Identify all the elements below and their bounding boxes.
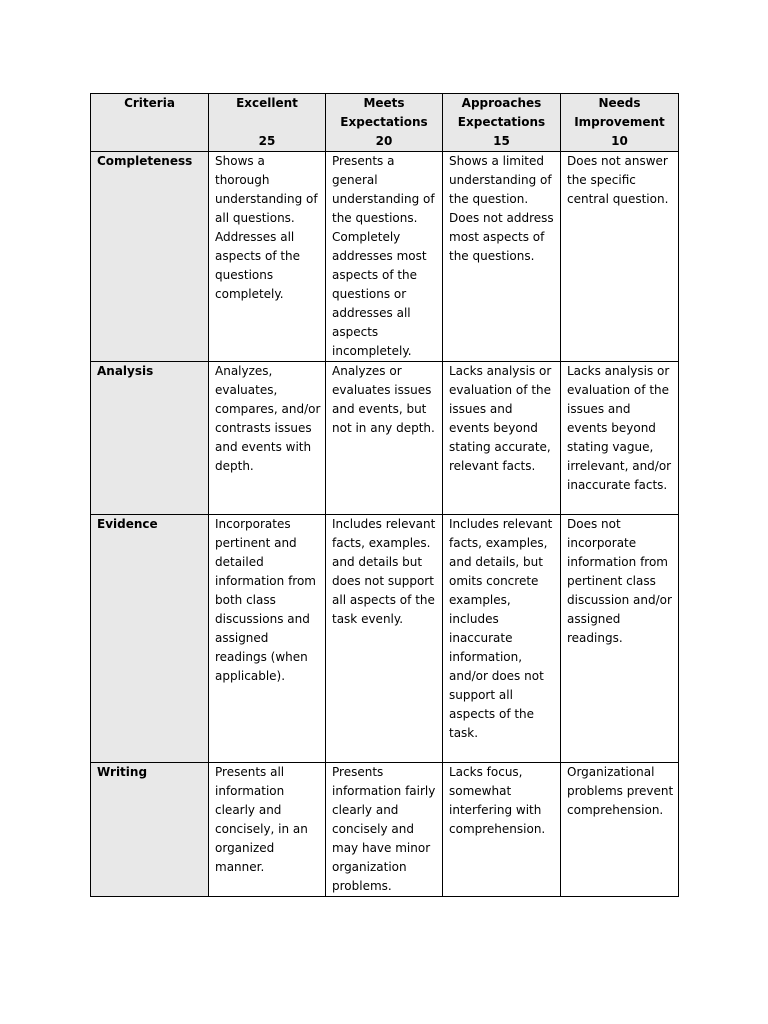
criterion-writing: Writing [91,763,209,897]
writing-excellent-cell: Presents all information clearly and concisely, in an organized manner. [209,763,326,897]
header-approaches-expectations [443,94,561,152]
header-needs-improvement [561,94,679,152]
header-meets-expectations-label: Meets Expectations [340,96,428,129]
table-row [91,152,679,362]
analysis-excellent-cell: Analyzes, evaluates, compares, and/or contrasts issues and events with depth. [209,362,326,515]
completeness-approaches-cell: Shows a limited understanding of the question. Does not address most aspects of the questions. [443,152,561,362]
rubric-table [90,93,679,897]
header-excellent-score: 25 [258,134,276,148]
completeness-excellent-cell: Shows a thorough understanding of all questions. Addresses all aspects of the questions completely. [209,152,326,362]
analysis-needs-cell: Lacks analysis or evaluation of the issues and events beyond stating vague, irrelevant, and/or inaccurate facts. [561,362,679,515]
rubric-header-row [91,94,679,152]
header-excellent-label: Excellent [236,96,298,110]
table-row [91,362,679,515]
header-needs-improvement-label: Needs Improvement [574,96,665,129]
criterion-analysis: Analysis [91,362,209,515]
analysis-meets-cell: Analyzes or evaluates issues and events, but not in any depth. [326,362,443,515]
header-approaches-expectations-label: Approaches Expectations [457,96,546,129]
table-row [91,763,679,897]
writing-approaches-cell: Lacks focus, somewhat interfering with comprehension. [443,763,561,897]
header-excellent [209,94,326,152]
evidence-excellent-cell: Incorporates pertinent and detailed information from both class discussions and assigned readings (when applicable). [209,515,326,763]
header-meets-expectations [326,94,443,152]
header-criteria-label: Criteria [124,96,175,110]
completeness-needs-cell: Does not answer the specific central question. [561,152,679,362]
analysis-approaches-cell: Lacks analysis or evaluation of the issues and events beyond stating accurate, relevant facts. [443,362,561,515]
criterion-completeness: Completeness [91,152,209,362]
header-criteria [91,94,209,152]
header-needs-improvement-score: 10 [611,134,628,148]
completeness-meets-cell: Presents a general understanding of the questions. Completely addresses most aspects of the questions or addresses all aspects incompletely. [326,152,443,362]
header-approaches-expectations-score: 15 [493,134,510,148]
table-row [91,515,679,763]
evidence-meets-cell: Includes relevant facts, examples. and details but does not support all aspects of the task evenly. [326,515,443,763]
writing-needs-cell: Organizational problems prevent comprehension. [561,763,679,897]
writing-meets-cell: Presents information fairly clearly and concisely and may have minor organization problems. [326,763,443,897]
header-meets-expectations-score: 20 [375,134,393,148]
evidence-approaches-cell: Includes relevant facts, examples, and details, but omits concrete examples, includes inaccurate information, and/or does not support all aspects of the task. [443,515,561,763]
criterion-evidence: Evidence [91,515,209,763]
evidence-needs-cell: Does not incorporate information from pertinent class discussion and/or assigned readings. [561,515,679,763]
